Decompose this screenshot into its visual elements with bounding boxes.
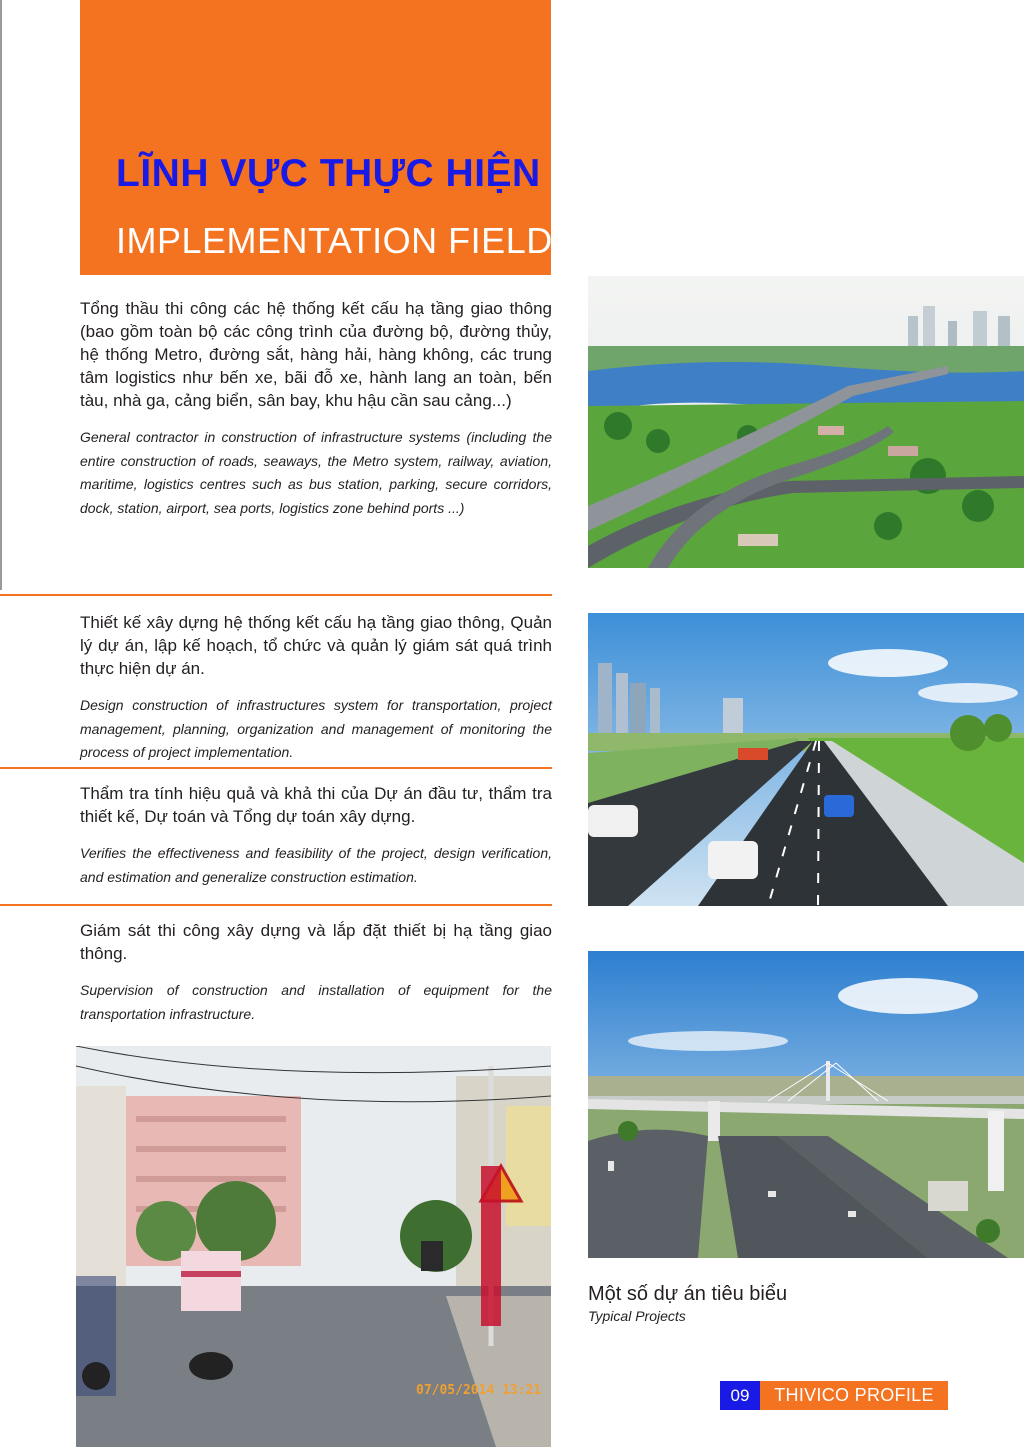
project-photo-bridge [588, 951, 1024, 1258]
title-banner [80, 0, 551, 275]
left-margin-rule [0, 0, 2, 590]
caption-vietnamese: Một số dự án tiêu biểu [588, 1283, 788, 1305]
page-number: 09 [720, 1381, 760, 1410]
page-title-english: IMPLEMENTATION FIELD [116, 220, 553, 261]
project-photo-highway [588, 613, 1024, 906]
section-text-english: Supervision of construction and installation of equipment for the transportation infrastructure. [80, 982, 552, 1022]
brand-label: THIVICO PROFILE [760, 1381, 948, 1410]
section-text-english: General contractor in construction of infrastructure systems (including the entire construction of roads, seaways, the Metro system, railway, aviation, maritime, logistics centres such as bus station, parking, secure corridors, dock, station, airport, sea ports, logistics zone behind ports ...) [80, 429, 552, 516]
project-photo-street [76, 1046, 551, 1447]
section-design-management [80, 611, 552, 765]
page-title-vietnamese: LĨNH VỰC THỰC HIỆN [116, 152, 541, 195]
section-text-english: Design construction of infrastructures system for transportation, project management, planning, organization and management of monitoring the process of project implementation. [80, 697, 552, 760]
section-text-vietnamese: Thiết kế xây dựng hệ thống kết cấu hạ tầng giao thông, Quản lý dự án, lập kế hoạch, tổ chức và quản lý giám sát quá trình thực hiện dự án. [80, 613, 552, 678]
section-divider [0, 767, 552, 769]
section-text-vietnamese: Tổng thầu thi công các hệ thống kết cấu hạ tầng giao thông (bao gồm toàn bộ các công trình của đường bộ, đường thủy, hệ thống Metro, đường sắt, hàng hải, hàng không, các trung tâm logistics như bến xe, bãi đỗ xe, hành lang an toàn, bến tàu, nhà ga, cảng biển, sân bay, khu hậu cần sau cảng...) [80, 299, 552, 410]
section-general-contractor [80, 297, 552, 520]
section-text-vietnamese: Giám sát thi công xây dựng và lắp đặt thiết bị hạ tầng giao thông. [80, 921, 552, 963]
caption-english: Typical Projects [588, 1308, 686, 1324]
project-photo-interchange [588, 276, 1024, 568]
page-footer [720, 1381, 948, 1410]
section-supervision [80, 919, 552, 1026]
section-divider [0, 904, 552, 906]
section-verification [80, 782, 552, 889]
photo-timestamp: 07/05/2014 13:21 [416, 1383, 542, 1398]
section-text-vietnamese: Thẩm tra tính hiệu quả và khả thi của Dự án đầu tư, thẩm tra thiết kế, Dự toán và Tổng dự toán xây dựng. [80, 784, 552, 826]
section-divider [0, 594, 552, 596]
section-text-english: Verifies the effectiveness and feasibility of the project, design verification, and estimation and generalize construction estimation. [80, 845, 552, 885]
